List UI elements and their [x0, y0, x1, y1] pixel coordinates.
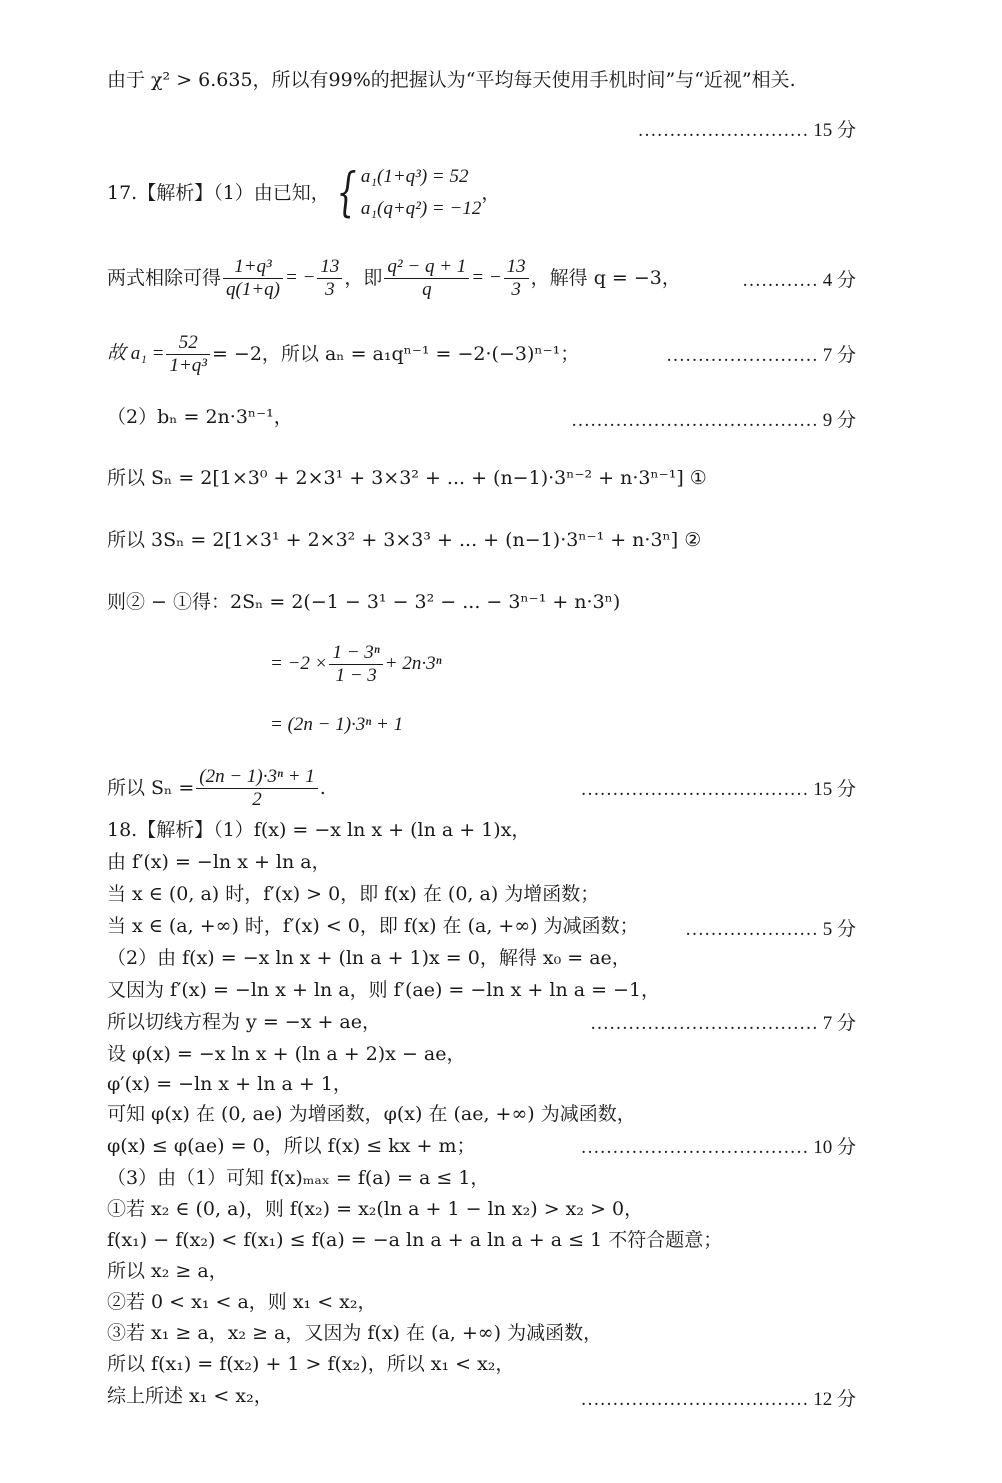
- fraction: $\frac{\text{q² − q + 1}}{q}$: [384, 256, 469, 301]
- p18-case-1-contradiction: f(x₁) − f(x₂) < f(x₁) ≤ f(a) = −a ln a + a ln a + a ≤ 1 不符合题意；: [107, 1229, 723, 1251]
- fraction: $\frac{52}{\text{1+q³}}$: [166, 332, 210, 377]
- subtract-equations: 则② − ①得：2Sₙ = 2(−1 − 3¹ − 3² − ... − 3ⁿ⁻¹ + n·3ⁿ): [107, 591, 621, 613]
- p18-phi-monotonic: 可知 φ(x) 在 (0, ae) 为增函数，φ(x) 在 (ae, +∞) 为减函数，: [107, 1103, 636, 1125]
- score-marker-15: ……………………… 15 分: [637, 120, 856, 141]
- math-segment: = −2 ×: [270, 653, 328, 674]
- simplify-step-1: [270, 636, 442, 692]
- punctuation: .: [319, 777, 326, 799]
- fraction: $\frac{\text{1 − 3ⁿ}}{1 - 3}$: [329, 642, 382, 687]
- simplify-step-2: = (2n − 1)·3ⁿ + 1: [270, 714, 404, 735]
- p18-part3: （3）由（1）可知 f(x)ₘₐₓ = f(a) = a ≤ 1，: [107, 1167, 490, 1189]
- part-2-bn: （2）bₙ = 2n·3ⁿ⁻¹，: [107, 406, 293, 428]
- fraction: $\frac{13}{3}$: [317, 256, 342, 301]
- math-segment: = −: [471, 267, 502, 288]
- score-marker-9: ………………………………… 9 分: [570, 410, 856, 431]
- p18-case-3-result: 所以 f(x₁) = f(x₂) + 1 > f(x₂)，所以 x₁ < x₂，: [107, 1353, 515, 1375]
- score-marker-5: ………………… 5 分: [684, 919, 856, 940]
- p18-increasing: 当 x ∈ (0, a) 时，f′(x) > 0，即 f(x) 在 (0, a) 为增函数；: [107, 883, 600, 905]
- p18-decreasing: 当 x ∈ (a, +∞) 时，f′(x) < 0，即 f(x) 在 (a, +∞) 为减函数；: [107, 915, 639, 937]
- score-marker-10: ……………………………… 10 分: [580, 1137, 856, 1158]
- sum-Sn-eq1: 所以 Sₙ = 2[1×3⁰ + 2×3¹ + 3×3² + ... + (n−1)·3ⁿ⁻² + n·3ⁿ⁻¹] ①: [107, 467, 707, 489]
- text-segment: 两式相除可得: [107, 267, 222, 289]
- p18-part2-root: （2）由 f(x) = −x ln x + (ln a + 1)x = 0，解得 x₀ = ae，: [107, 947, 631, 969]
- score-marker-7b: ……………………………… 7 分: [589, 1013, 856, 1034]
- score-marker-15b: ……………………………… 15 分: [580, 779, 856, 800]
- p18-phi-derivative: φ′(x) = −ln x + ln a + 1，: [107, 1073, 352, 1095]
- fraction: $\frac{13}{3}$: [504, 256, 529, 301]
- math-segment: = −: [285, 267, 316, 288]
- sum-3Sn-eq2: 所以 3Sₙ = 2[1×3¹ + 2×3² + 3×3³ + ... + (n−1)·3ⁿ⁻¹ + n·3ⁿ] ②: [107, 529, 702, 551]
- final-Sn: [107, 760, 326, 816]
- equation-system: [330, 161, 482, 225]
- score-marker-7: …………………… 7 分: [665, 345, 856, 366]
- score-marker-12: ……………………………… 12 分: [580, 1389, 856, 1410]
- p18-case-2: ②若 0 < x₁ < a，则 x₁ < x₂，: [107, 1291, 377, 1313]
- p18-derivative: 由 f′(x) = −ln x + ln a，: [107, 851, 331, 873]
- p18-tangent: 所以切线方程为 y = −x + ae，: [107, 1011, 381, 1033]
- derive-q-line: [107, 250, 681, 306]
- fraction: $\frac{\text{1+q³}}{q(1+q)}$: [223, 256, 283, 301]
- math-segment: + 2n·3ⁿ: [384, 653, 442, 674]
- p18-slope: 又因为 f′(x) = −ln x + ln a，则 f′(ae) = −ln x + ln a = −1，: [107, 979, 661, 1001]
- text-segment: = −2，所以 aₙ = a₁qⁿ⁻¹ = −2·(−3)ⁿ⁻¹；: [211, 343, 580, 365]
- text-segment: ，解得 q = −3，: [530, 267, 681, 289]
- score-marker-4: ………… 4 分: [741, 270, 856, 291]
- p18-case-1: ①若 x₂ ∈ (0, a)，则 f(x₂) = x₂(ln a + 1 − ln x₂) > x₂ > 0，: [107, 1198, 644, 1220]
- problem-18-heading: 18.【解析】（1）f(x) = −x ln x + (ln a + 1)x，: [107, 819, 531, 841]
- problem-17-heading: [107, 158, 500, 228]
- p18-case-3: ③若 x₁ ≥ a，x₂ ≥ a，又因为 f(x) 在 (a, +∞) 为减函数，: [107, 1322, 603, 1344]
- p18-phi-max: φ(x) ≤ φ(ae) = 0，所以 f(x) ≤ kx + m；: [107, 1135, 476, 1157]
- p18-conclusion: 综上所述 x₁ < x₂，: [107, 1385, 273, 1407]
- text-segment: 所以 Sₙ =: [107, 777, 195, 799]
- left-brace-icon: {: [336, 163, 357, 223]
- text-segment: ，即: [344, 267, 383, 289]
- fraction: $\frac{\text{(2n − 1)·3ⁿ + 1}}{2}$: [196, 766, 318, 811]
- punctuation: ，: [481, 182, 501, 204]
- system-equation-2: a₁(q+q²) = −12: [360, 198, 482, 219]
- math-segment: 故 a₁ =: [107, 343, 165, 364]
- p18-x2-ge-a: 所以 x₂ ≥ a，: [107, 1260, 228, 1282]
- problem-17-intro: 17.【解析】（1）由已知，: [107, 182, 330, 204]
- conclusion-chi-square: 由于 χ² > 6.635，所以有99%的把握认为“平均每天使用手机时间”与“近视”相关.: [107, 69, 796, 91]
- derive-a1-line: [107, 326, 579, 382]
- p18-phi-def: 设 φ(x) = −x ln x + (ln a + 2)x − ae，: [107, 1043, 466, 1065]
- system-equation-1: a₁(1+q³) = 52: [360, 166, 469, 187]
